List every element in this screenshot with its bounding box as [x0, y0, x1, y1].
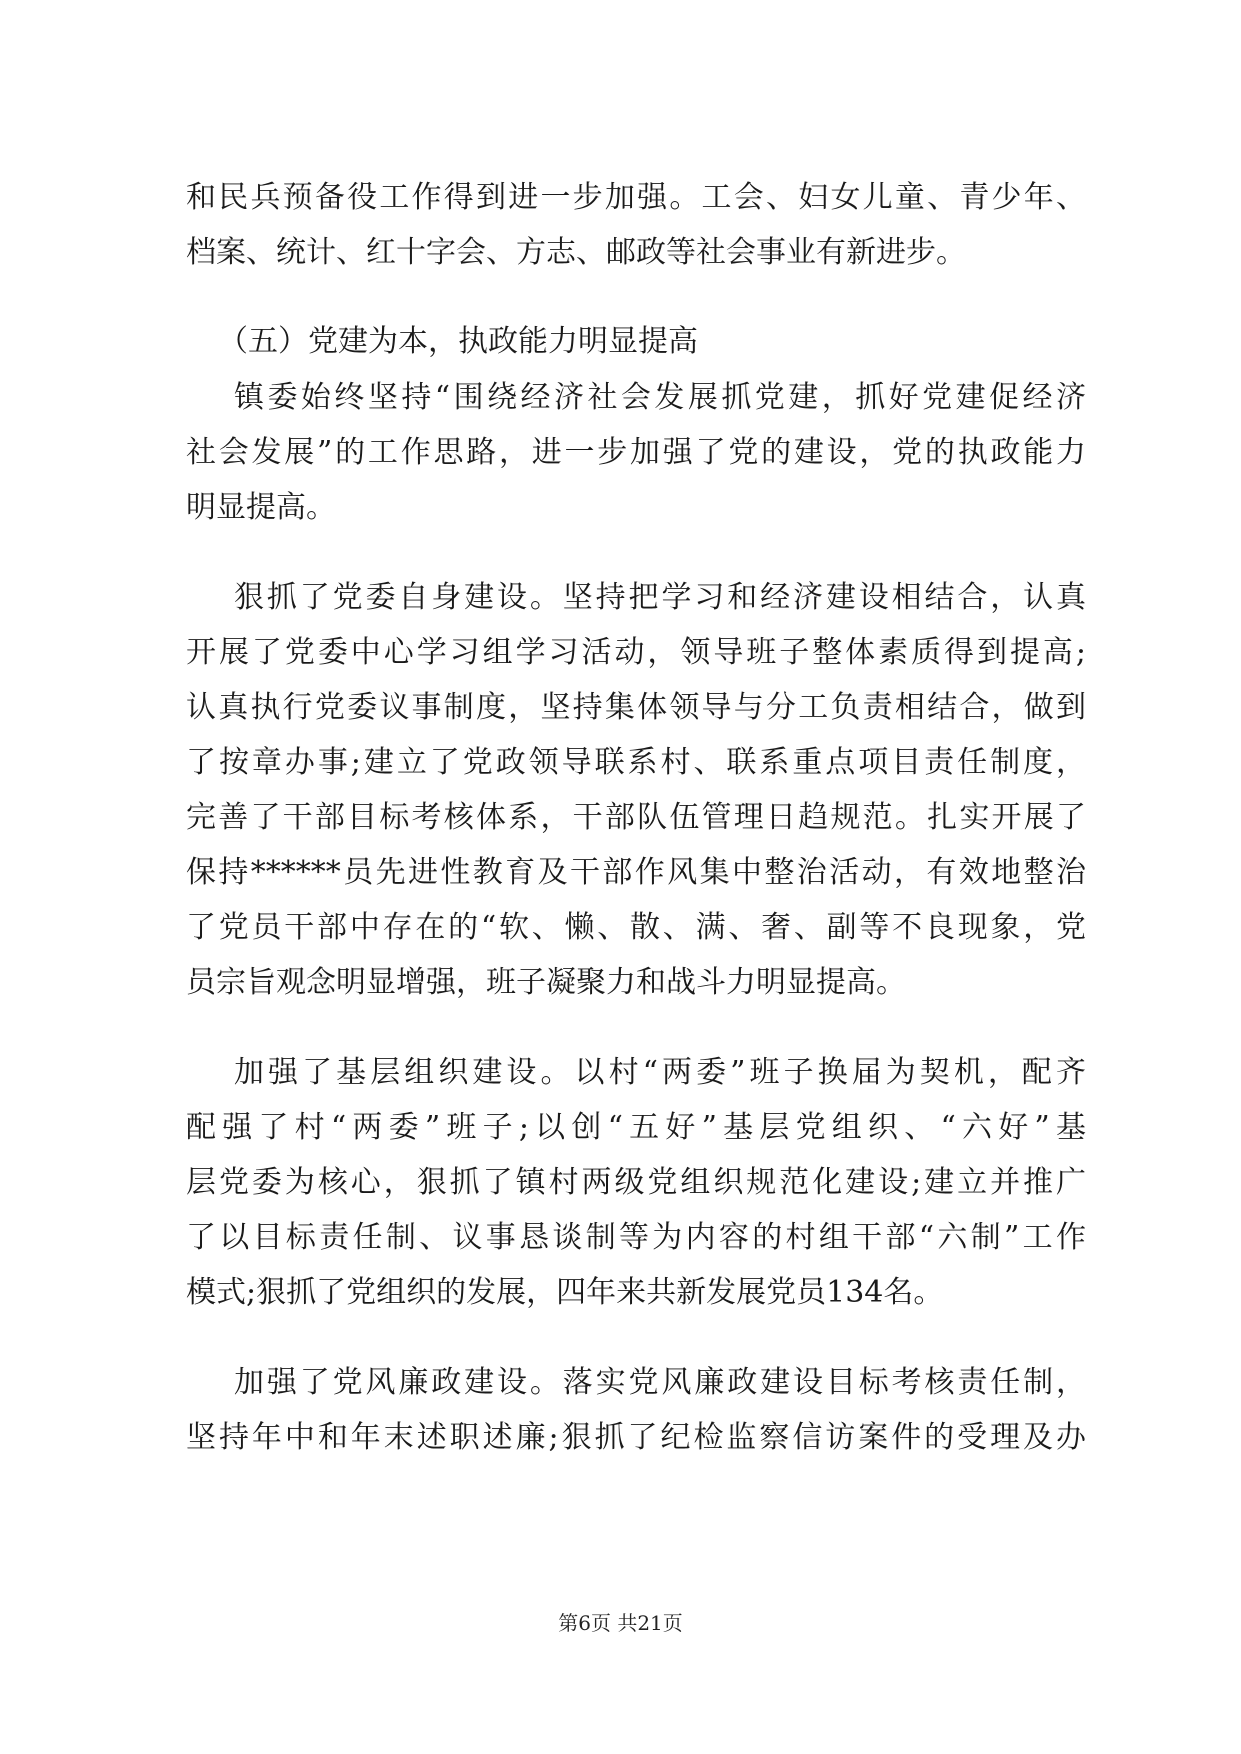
text-line: 坚持年中和年末述职述廉;狠抓了纪检监察信访案件的受理及办 [186, 1420, 1086, 1455]
section-heading: （五）党建为本，执政能力明显提高 [218, 324, 698, 359]
page-number-footer: 第6页 共21页 [558, 1611, 683, 1635]
text-line: 保持******员先进性教育及干部作风集中整治活动，有效地整治 [186, 855, 1086, 890]
text-line: 镇委始终坚持“围绕经济社会发展抓党建，抓好党建促经济 [234, 380, 1086, 415]
text-line: 模式;狠抓了党组织的发展，四年来共新发展党员134名。 [186, 1275, 944, 1310]
text-line: 员宗旨观念明显增强，班子凝聚力和战斗力明显提高。 [186, 965, 906, 1000]
text-line: 和民兵预备役工作得到进一步加强。工会、妇女儿童、青少年、 [186, 180, 1086, 215]
text-line: 完善了干部目标考核体系，干部队伍管理日趋规范。扎实开展了 [186, 800, 1086, 835]
text-line: 明显提高。 [186, 490, 336, 525]
text-line: 加强了党风廉政建设。落实党风廉政建设目标考核责任制， [234, 1365, 1086, 1400]
text-line: 层党委为核心，狠抓了镇村两级党组织规范化建设;建立并推广 [186, 1165, 1086, 1200]
text-line: 加强了基层组织建设。以村“两委”班子换届为契机，配齐 [234, 1055, 1086, 1090]
text-line: 了以目标责任制、议事恳谈制等为内容的村组干部“六制”工作 [186, 1220, 1086, 1255]
text-line: 了按章办事;建立了党政领导联系村、联系重点项目责任制度， [186, 745, 1086, 780]
text-line: 档案、统计、红十字会、方志、邮政等社会事业有新进步。 [186, 235, 966, 270]
text-line: 开展了党委中心学习组学习活动，领导班子整体素质得到提高; [186, 635, 1086, 670]
text-line: 了党员干部中存在的“软、懒、散、满、奢、副等不良现象，党 [186, 910, 1086, 945]
text-line: 认真执行党委议事制度，坚持集体领导与分工负责相结合，做到 [186, 690, 1086, 725]
text-line: 狠抓了党委自身建设。坚持把学习和经济建设相结合，认真 [234, 580, 1086, 615]
text-line: 社会发展”的工作思路，进一步加强了党的建设，党的执政能力 [186, 435, 1086, 470]
text-line: 配强了村“两委”班子;以创“五好”基层党组织、“六好”基 [186, 1110, 1086, 1145]
